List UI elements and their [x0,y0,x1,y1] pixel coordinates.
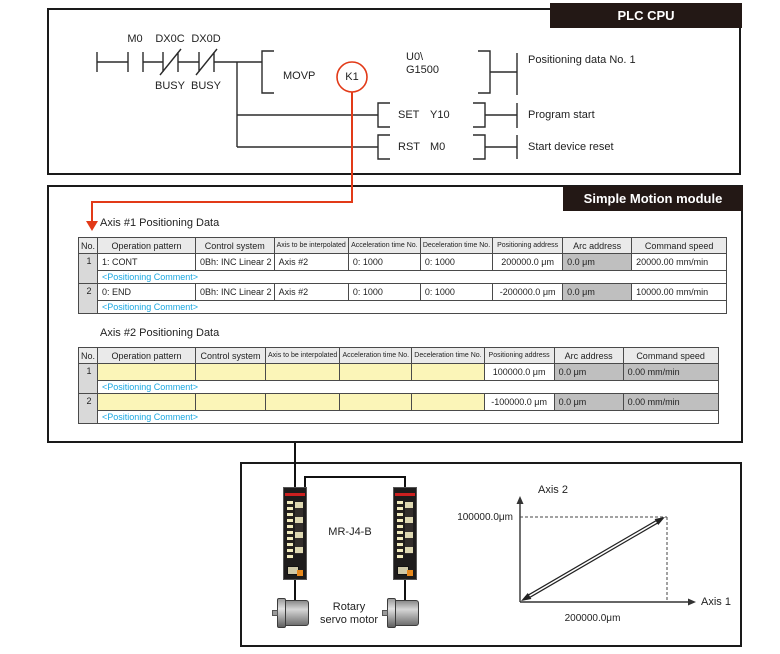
servo-system-box [240,462,742,647]
column-header: Command speed [623,348,718,364]
table-cell [266,364,340,381]
column-header: Command speed [632,238,727,254]
busy-label-2: BUSY [191,80,221,92]
positioning-comment-cell: <Positioning Comment> [98,301,727,314]
simple-motion-title-bar: Simple Motion module [563,186,743,211]
table-cell [412,394,484,411]
column-header: Operation pattern [98,238,196,254]
table-cell [196,394,266,411]
table-cell: 0.00 mm/min [623,364,718,381]
axis1-positioning-table [78,237,727,314]
table-row [79,364,719,381]
plc-cpu-title-bar: PLC CPU [550,3,742,28]
servo-amplifier-1 [283,487,307,580]
table-cell: 0.0 μm [563,284,632,301]
table-cell [98,364,196,381]
rotary-servo-motor-2 [382,598,420,628]
axis2-positioning-table [78,347,719,424]
table-cell [412,364,484,381]
table-cell [340,364,412,381]
table-cell: 100000.0 μm [484,364,554,381]
column-header: No. [79,348,98,364]
table-cell: 10000.00 mm/min [632,284,727,301]
amp-connector-strip [405,502,413,554]
column-header: Deceleration time No. [420,238,492,254]
table-cell: Axis #2 [274,254,348,271]
table-cell: -200000.0 μm [493,284,563,301]
rotary-servo-motor-1 [272,598,310,628]
column-header: Axis to be interpolated [274,238,348,254]
servo-amplifier-2 [393,487,417,580]
table-header-row [79,348,719,364]
contact-label-dx0c: DX0C [155,33,185,45]
column-header: Acceleration time No. [340,348,412,364]
table-cell: 0: 1000 [420,254,492,271]
rst-instruction: RST [398,141,420,153]
positioning-data-table [78,237,727,314]
motor-shaft [272,610,278,616]
column-header: Control system [196,348,266,364]
positioning-comment-cell: <Positioning Comment> [98,381,719,394]
table-cell: 0.00 mm/min [623,394,718,411]
busy-label-1: BUSY [155,80,185,92]
table-cell: 0: 1000 [348,254,420,271]
rung1-comment: Positioning data No. 1 [528,54,636,66]
table-cell [266,394,340,411]
positioning-comment-cell: <Positioning Comment> [98,271,727,284]
table-header-row [79,238,727,254]
rung3-comment: Start device reset [528,141,614,153]
contact-label-dx0d: DX0D [191,33,221,45]
row-number-cell: 2 [79,284,98,314]
column-header: Deceleration time No. [412,348,484,364]
column-header: Control system [196,238,275,254]
graph-x-value-label: 200000.0μm [564,613,621,624]
motor-body [392,600,419,626]
positioning-comment-row [79,301,727,314]
column-header: Axis to be interpolated [266,348,340,364]
motor-body [282,600,309,626]
table-cell: 0.0 μm [563,254,632,271]
positioning-comment-row [79,411,719,424]
motor-shaft [382,610,388,616]
rung2-comment: Program start [528,109,595,121]
row-number-cell: 1 [79,254,98,284]
graph-y-value-label: 100000.0μm [457,512,513,523]
table-cell: 0: 1000 [348,284,420,301]
table-cell: 0: END [98,284,196,301]
row-number-cell: 2 [79,394,98,424]
table-cell: 0: 1000 [420,284,492,301]
positioning-comment-row [79,271,727,284]
motor-flange [387,598,396,628]
table-cell: 20000.00 mm/min [632,254,727,271]
column-header: Operation pattern [98,348,196,364]
table-cell: 1: CONT [98,254,196,271]
column-header: Positioning address [493,238,563,254]
contact-label-m0: M0 [127,33,143,45]
table-row [79,284,727,301]
amp-indicator [297,570,303,576]
graph-y-axis-label: Axis 2 [538,484,568,496]
table-cell: Axis #2 [274,284,348,301]
table-cell: 0Bh: INC Linear 2 [196,284,275,301]
row-number-cell: 1 [79,364,98,394]
table-cell: -100000.0 μm [484,394,554,411]
set-instruction: SET [398,109,420,121]
amp-connector-strip [295,502,303,554]
positioning-data-table [78,347,719,424]
column-header: Arc address [554,348,623,364]
motor-type-label: Rotary servo motor [319,601,379,626]
column-header: Arc address [563,238,632,254]
table-row [79,254,727,271]
rst-operand-m0: M0 [430,141,446,153]
column-header: Acceleration time No. [348,238,420,254]
table-cell: 200000.0 μm [493,254,563,271]
table-cell [196,364,266,381]
table-cell [98,394,196,411]
table-row [79,394,719,411]
motor-flange [277,598,286,628]
dest-device-line2: G1500 [406,64,440,76]
movp-instruction: MOVP [283,70,316,82]
dest-device-line1: U0\ [406,51,424,63]
positioning-comment-cell: <Positioning Comment> [98,411,719,424]
table-cell [340,394,412,411]
axis1-table-title: Axis #1 Positioning Data [100,217,220,229]
amp-model-label: MR-J4-B [328,526,372,538]
amp-indicator [407,570,413,576]
positioning-comment-row [79,381,719,394]
table-cell: 0.0 μm [554,394,623,411]
axis2-table-title: Axis #2 Positioning Data [100,327,220,339]
set-operand-y10: Y10 [430,109,450,121]
table-cell: 0Bh: INC Linear 2 [196,254,275,271]
k1-value: K1 [345,71,359,83]
column-header: Positioning address [484,348,554,364]
table-cell: 0.0 μm [554,364,623,381]
graph-x-axis-label: Axis 1 [701,596,731,608]
column-header: No. [79,238,98,254]
